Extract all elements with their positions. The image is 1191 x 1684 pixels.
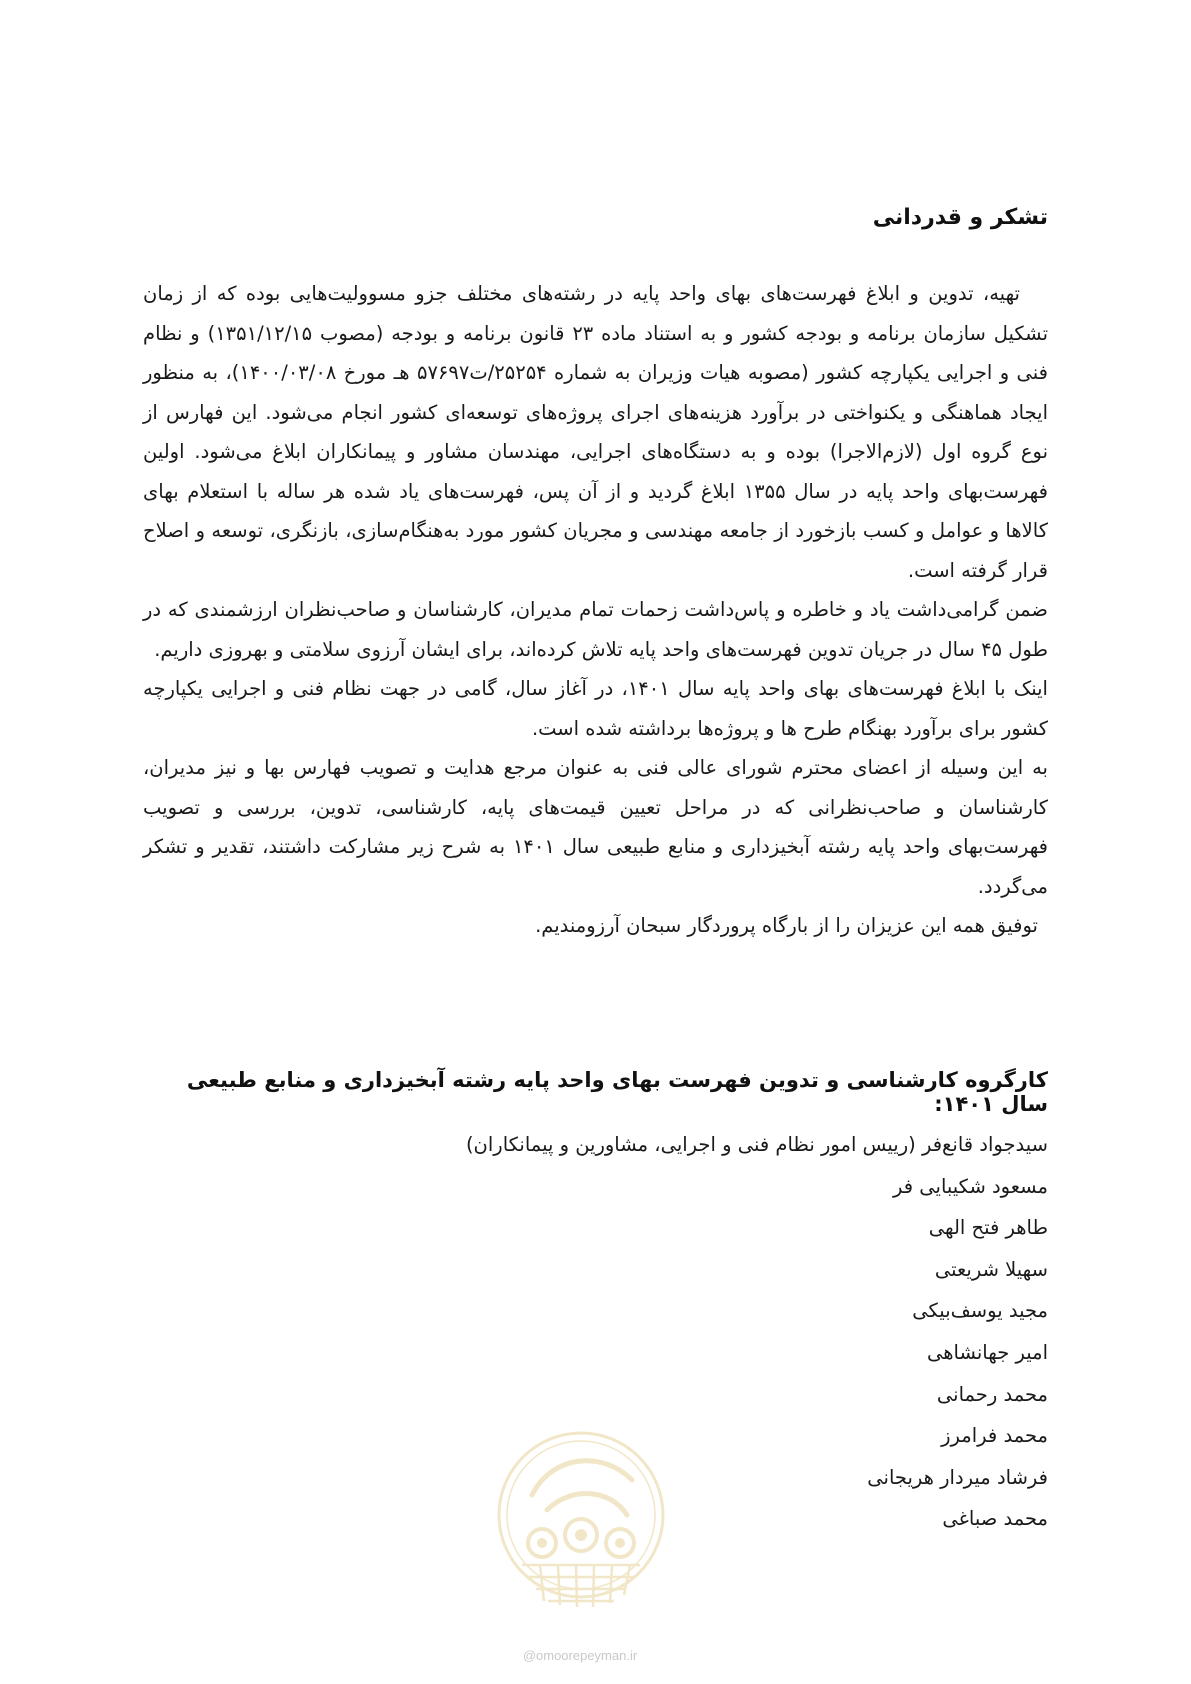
list-item: سهیلا شریعتی: [934, 1257, 1048, 1281]
watermark-logo-icon: [492, 1425, 670, 1655]
list-item: فرشاد میردار هریجانی: [867, 1465, 1048, 1489]
paragraph-3: اینک با ابلاغ فهرست‌های بهای واحد پایه سال ۱۴۰۱، در آغاز سال، گامی در جهت نظام فنی و اجرایی یکپارچه کشور برای برآورد بهنگام طرح ها و پروژه‌ها برداشته شده است.: [143, 677, 1048, 740]
list-item: طاهر فتح الهی: [928, 1216, 1048, 1240]
list-item: امیر جهانشاهی: [927, 1340, 1048, 1364]
list-item: محمد فرامرز: [941, 1424, 1048, 1448]
list-item: محمد رحمانی: [936, 1382, 1048, 1406]
working-group-heading: کارگروه کارشناسی و تدوین فهرست بهای واحد پایه رشته آبخیزداری و منابع طبیعی سال ۱۴۰۱:: [186, 1068, 1048, 1116]
list-item: مجید یوسف‌بیکی: [912, 1299, 1048, 1323]
paragraph-4: به این وسیله از اعضای محترم شورای عالی فنی به عنوان مرجع هدایت و تصویب فهارس بها و نیز مدیران، کارشناسان و صاحب‌نظرانی که در مراحل تعیین قیمت‌های پایه، کارشناسی، تدوین، بررسی و تصویب فهرست‌بهای واحد پایه رشته آبخیزداری و منابع طبیعی سال ۱۴۰۱ به شرح زیر مشارکت داشتند، تقدیر و تشکر می‌گردد.: [143, 756, 1049, 898]
list-item: مسعود شکیبایی فر: [893, 1174, 1048, 1198]
closing-line: توفیق همه این عزیزان را از بارگاه پروردگار سبحان آرزومندیم.: [535, 914, 1038, 937]
acknowledgement-body: [143, 274, 1048, 946]
watermark-caption: @omoorepeyman.ir: [522, 1648, 638, 1663]
list-item: محمد صباغی: [942, 1507, 1048, 1531]
paragraph-1: تهیه، تدوین و ابلاغ فهرست‌های بهای واحد پایه در رشته‌های مختلف جزو مسوولیت‌هایی بوده که از زمان تشکیل سازمان برنامه و بودجه کشور و به استناد ماده ۲۳ قانون برنامه و بودجه (مصوب ۱۳۵۱/۱۲/۱۵) و نظام فنی و اجرایی یکپارچه کشور (مصوبه هیات وزیران به شماره ۲۵۲۵۴/ت۵۷۶۹۷ هـ مورخ ۱۴۰۰/۰۳/۰۸)، به منظور ایجاد هماهنگی و یکنواختی در برآورد هزینه‌های اجرای پروژه‌های توسعه‌ای کشور انجام می‌شود. این فهارس از نوع گروه اول (لازم‌الاجرا) بوده و به دستگاه‌های اجرایی، مهندسان مشاور و پیمانکاران ابلاغ می‌شود. اولین فهرست‌بهای واحد پایه در سال ۱۳۵۵ ابلاغ گردید و از آن پس، فهرست‌های یاد شده هر ساله با استعلام بهای کالاها و عوامل و کسب بازخورد از جامعه مهندسی و مجریان کشور مورد به‌هنگام‌سازی، بازنگری، توسعه و اصلاح قرار گرفته است.: [143, 282, 1048, 582]
list-item: سیدجواد قانع‌فر (رییس امور نظام فنی و اجرایی، مشاورین و پیمانکاران): [465, 1133, 1048, 1156]
page-title: تشکر و قدردانی: [872, 205, 1048, 230]
paragraph-2: ضمن گرامی‌داشت یاد و خاطره و پاس‌داشت زحمات تمام مدیران، کارشناسان و صاحب‌نظران ارزشمندی که در طول ۴۵ سال در جریان تدوین فهرست‌های واحد پایه تلاش کرده‌اند، برای ایشان آرزوی سلامتی و بهروزی داریم.: [143, 598, 1048, 661]
